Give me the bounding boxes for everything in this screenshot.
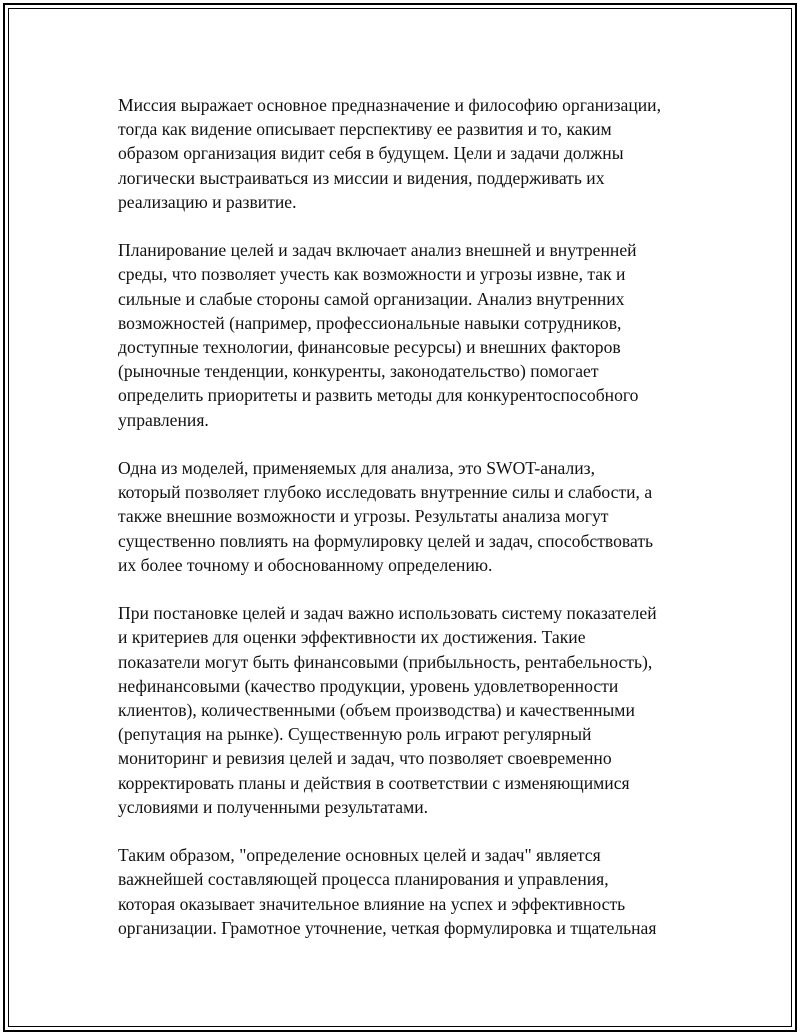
text-line: также внешние возможности и угрозы. Результаты анализа могут xyxy=(118,506,609,527)
text-line: существенно повлиять на формулировку целей и задач, способствовать xyxy=(118,530,654,551)
text-line: и критериев для оценки эффективности их достижения. Такие xyxy=(118,627,586,648)
text-line: (репутация на рынке). Существенную роль играют регулярный xyxy=(118,724,592,745)
text-line: логически выстраиваться из миссии и видения, поддерживать их xyxy=(118,167,605,188)
text-line: определить приоритеты и развить методы для конкурентоспособного xyxy=(118,385,639,406)
text-line: нефинансовыми (качество продукции, уровень удовлетворенности xyxy=(118,675,619,696)
text-line: условиями и полученными результатами. xyxy=(118,796,429,817)
text-line: которая оказывает значительное влияние на успех и эффективность xyxy=(118,893,626,914)
paragraph-planning xyxy=(118,238,698,432)
text-line: мониторинг и ревизия целей и задач, что позволяет своевременно xyxy=(118,748,612,769)
text-line: Таким образом, "определение основных целей и задач" является xyxy=(118,845,601,866)
document-body xyxy=(118,93,698,964)
text-line: доступные технологии, финансовые ресурсы) и внешних факторов xyxy=(118,337,621,358)
text-line: При постановке целей и задач важно использовать систему показателей xyxy=(118,603,657,624)
text-line: клиентов), количественными (объем производства) и качественными xyxy=(118,700,635,721)
text-line: Миссия выражает основное предназначение и философию организации, xyxy=(118,95,661,115)
text-line: сильные и слабые стороны самой организации. Анализ внутренних xyxy=(118,288,625,309)
text-line: (рыночные тенденции, конкуренты, законодательство) помогает xyxy=(118,361,599,382)
text-line: управления. xyxy=(118,409,209,430)
text-line: образом организация видит себя в будущем. Цели и задачи должны xyxy=(118,143,624,164)
text-line: корректировать планы и действия в соответствии с изменяющимися xyxy=(118,772,630,793)
text-line: Одна из моделей, применяемых для анализа, это SWOT-анализ, xyxy=(118,458,596,479)
text-line: который позволяет глубоко исследовать внутренние силы и слабости, а xyxy=(118,482,653,503)
text-line: Планирование целей и задач включает анализ внешней и внутренней xyxy=(118,240,637,261)
text-line: важнейшей составляющей процесса планирования и управления, xyxy=(118,869,609,890)
paragraph-mission xyxy=(118,93,698,214)
text-line: среды, что позволяет учесть как возможности и угрозы извне, так и xyxy=(118,264,626,285)
text-line: организации. Грамотное уточнение, четкая формулировка и тщательная xyxy=(118,917,657,938)
text-line: возможностей (например, профессиональные навыки сотрудников, xyxy=(118,312,622,333)
paragraph-swot xyxy=(118,456,698,577)
text-line: тогда как видение описывает перспективу ее развития и то, каким xyxy=(118,119,612,140)
text-line: их более точному и обоснованному определению. xyxy=(118,554,493,575)
text-line: реализацию и развитие. xyxy=(118,191,297,212)
paragraph-conclusion xyxy=(118,843,698,940)
text-line: показатели могут быть финансовыми (прибыльность, рентабельность), xyxy=(118,651,653,672)
paragraph-indicators xyxy=(118,601,698,819)
